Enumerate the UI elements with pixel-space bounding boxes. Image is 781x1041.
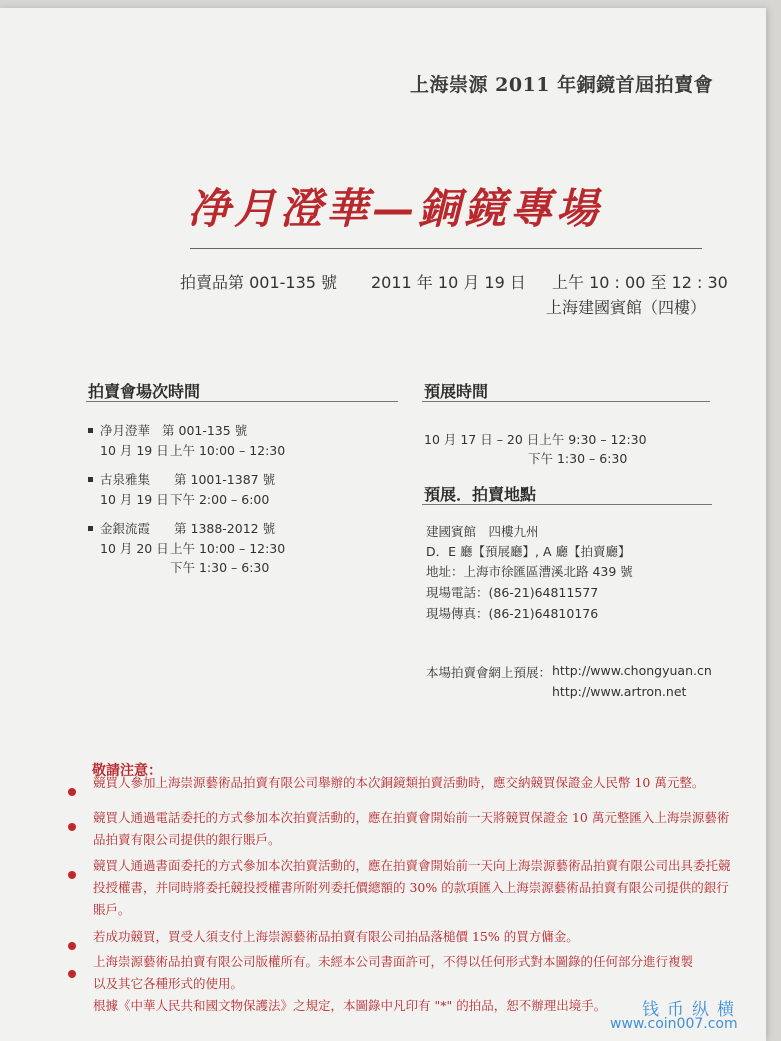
session-name: 古泉雅集 [100, 472, 151, 487]
notice-line: 賬戶。 [93, 902, 131, 917]
bullet-icon [88, 428, 93, 433]
notice-line: 上海崇源藝術品拍賣有限公司版權所有。未經本公司書面許可，不得以任何形式對本圖錄的任何部分進行複製 [93, 954, 694, 969]
notice-item-3 [93, 855, 731, 921]
preview-time-afternoon: 下午 1:30 – 6:30 [528, 451, 628, 466]
auction-subtitle: 上海崇源 2011 年銅鏡首屆拍賣會 [410, 74, 714, 96]
preview-heading: 預展時間 [424, 382, 489, 401]
session-2-header [88, 470, 275, 488]
location-hotel: 建國賓館 四樓九州 [426, 524, 539, 539]
location-halls: D．E 廳【預展廳】, A 廳【拍賣廳】 [426, 544, 631, 559]
location-phone: 現場電話：(86-21)64811577 [426, 585, 599, 600]
bullet-icon [88, 477, 93, 482]
session-lots: 第 1001-1387 號 [174, 472, 276, 487]
link-artron[interactable]: http://www.artron.net [552, 684, 687, 699]
location-divider [422, 504, 712, 505]
notice-bullet-icon [68, 823, 76, 831]
location-heading: 預展．拍賣地點 [424, 485, 537, 504]
title-divider [190, 248, 702, 249]
session-3-header [88, 519, 275, 537]
link-chongyuan[interactable]: http://www.chongyuan.cn [552, 663, 712, 678]
notice-item-2 [93, 807, 729, 851]
bullet-icon [88, 526, 93, 531]
notice-line: 品拍賣有限公司提供的銀行賬戶。 [93, 832, 281, 847]
page-title: 净月澄華—銅鏡專場 [188, 184, 603, 233]
auction-time: 上午 10 : 00 至 12 : 30 [552, 273, 728, 292]
schedule-heading: 拍賣會場次時間 [88, 382, 201, 401]
notice-heading: 敬請注意： [92, 763, 162, 779]
schedule-divider [86, 401, 398, 402]
auction-date: 2011 年 10 月 19 日 [371, 273, 526, 292]
session-1-header [88, 421, 247, 439]
session-lots: 第 1388-2012 號 [174, 521, 276, 536]
session-lots: 第 001-135 號 [162, 423, 248, 438]
session-name: 净月澄華 [100, 423, 151, 438]
notice-item-4 [93, 926, 579, 948]
notice-bullet-icon [68, 871, 76, 879]
location-address: 地址：上海市徐匯區漕溪北路 439 號 [426, 564, 633, 579]
preview-time-morning: 10 月 17 日 – 20 日上午 9:30 – 12:30 [424, 432, 647, 447]
session-time: 下午 2:00 – 6:00 [170, 492, 270, 507]
catalog-page [0, 8, 766, 1041]
notice-line: 若成功競買，買受人須支付上海崇源藝術品拍賣有限公司拍品落槌價 15% 的買方傭金。 [93, 929, 579, 944]
notice-item-1 [93, 772, 704, 794]
notice-line: 以及其它各種形式的使用。 [93, 976, 244, 991]
watermark-url: www.coin007.com [610, 1016, 738, 1032]
location-fax: 現場傳真：(86-21)64810176 [426, 606, 599, 621]
watermark-name: 钱币纵横 [642, 1000, 742, 1020]
notice-bullet-icon [68, 788, 76, 796]
lot-range: 拍賣品第 001-135 號 [180, 273, 338, 292]
session-date: 10 月 19 日 [100, 443, 169, 458]
session-time: 上午 10:00 – 12:30 [170, 443, 286, 458]
notice-line: 投授權書，并同時將委托競投授權書所附列委托價總額的 30% 的款項匯入上海崇源藝術品拍賣有限公司提供的銀行 [93, 880, 729, 895]
notice-bullet-icon [68, 970, 76, 978]
notice-bullet-icon [68, 942, 76, 950]
preview-divider [422, 401, 710, 402]
auction-venue: 上海建國賓館（四樓） [546, 298, 707, 317]
session-time: 下午 1:30 – 6:30 [170, 560, 270, 575]
notice-line: 競買人通過書面委托的方式參加本次拍賣活動的，應在拍賣會開始前一天向上海崇源藝術品拍賣有限公司出具委托競 [93, 858, 731, 873]
session-time: 上午 10:00 – 12:30 [170, 541, 286, 556]
notice-item-5 [93, 951, 693, 1017]
notice-line: 競買人參加上海崇源藝術品拍賣有限公司舉辦的本次銅鏡類拍賣活動時，應交納競買保證金人民幣 10 萬元整。 [93, 775, 705, 790]
notice-line: 根據《中華人民共和國文物保護法》之規定，本圖錄中凡印有 "*" 的拍品，恕不辦理出境手。 [93, 998, 607, 1013]
session-name: 金銀流霞 [100, 521, 151, 536]
session-date: 10 月 19 日 [100, 492, 169, 507]
online-preview-label: 本場拍賣會網上預展： [426, 665, 552, 680]
notice-line: 競買人通過電話委托的方式參加本次拍賣活動的，應在拍賣會開始前一天將競買保證金 10 萬元整匯入上海崇源藝術 [93, 810, 730, 825]
session-date: 10 月 20 日 [100, 541, 169, 556]
